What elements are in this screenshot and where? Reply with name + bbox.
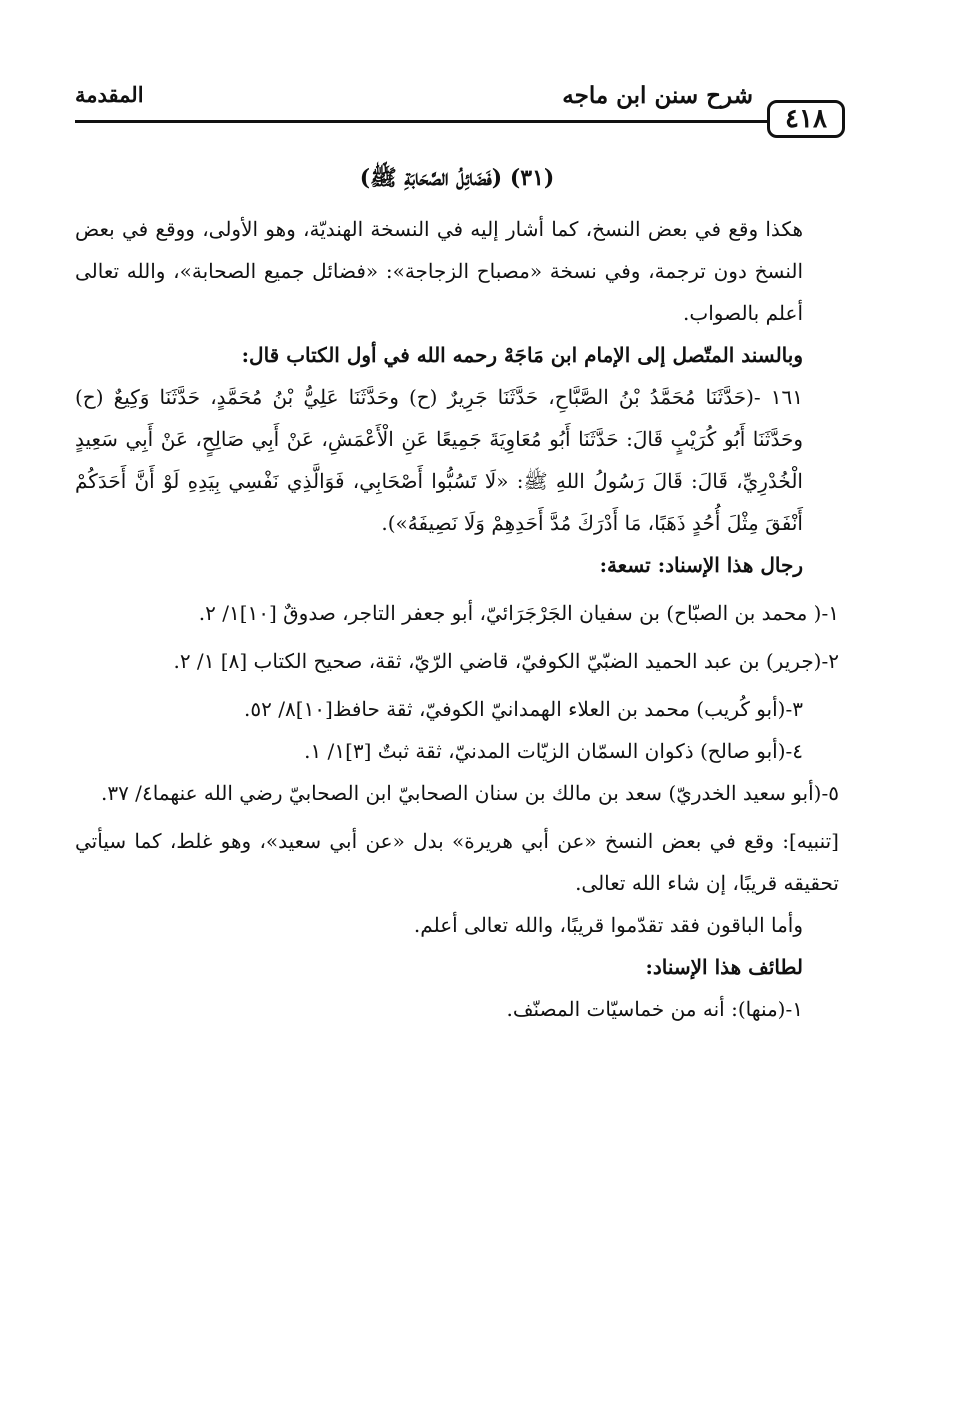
narrator-5: ٥-(أبو سعيد الخدريّ) سعد بن مالك بن سنان الصحابيّ ابن الصحابيّ رضي الله عنهما٤/ ٣٧. — [100, 781, 839, 805]
header-rule — [75, 120, 767, 123]
lataif-heading: لطائف هذا الإسناد: — [645, 955, 803, 979]
tanbih-note: [تنبيه]: وقع في بعض النسخ «عن أبي هريرة» بدل «عن أبي سعيد»، وهو غلط، كما سيأتي تحقيقه قريبًا، إن شاء الله تعالى. — [75, 829, 839, 895]
narrator-4: ٤-(أبو صالح) ذكوان السمّان الزيّات المدنيّ، ثقة ثبتٌ [٣]١/ ١. — [304, 739, 803, 763]
isnad-intro: وبالسند المتّصل إلى الإمام ابن مَاجَهْ رحمه الله في أول الكتاب قال: — [241, 343, 803, 367]
intro-paragraph: هكذا وقع في بعض النسخ، كما أشار إليه في النسخة الهنديّة، وهو الأولى، ووقع في بعض النسخ دون ترجمة، وفي نسخة «مصباح الزجاجة»: «فضائل جميع الصحابة»، والله تعالى أعلم بالصواب. — [75, 217, 803, 325]
section-name: المقدمة — [75, 82, 144, 107]
remaining-narrators: وأما الباقون فقد تقدّموا قريبًا، والله تعالى أعلم. — [413, 913, 803, 937]
page-header — [75, 70, 845, 140]
narrator-2: ٢-(جرير) بن عبد الحميد الضبّيّ الكوفيّ، قاضي الرّيّ، ثقة، صحيح الكتاب [٨] ١/ ٢. — [173, 649, 839, 673]
book-title: شرح سنن ابن ماجه — [562, 82, 753, 109]
chapter-title: (٣١) (فَضَائِلُ الصَّحَابَةِ ﷺ) — [359, 165, 555, 191]
narrator-1: ١-( محمد بن الصبّاح) بن سفيان الجَرْجَرَائيّ، أبو جعفر التاجر، صدوقٌ [١٠]١/ ٢. — [198, 601, 839, 625]
rijal-heading: رجال هذا الإسناد: تسعة: — [599, 553, 803, 577]
lataif-item-1: ١-(منها): أنه من خماسيّات المصنّف. — [506, 997, 803, 1021]
page-number: ٤١٨ — [767, 100, 845, 138]
hadith-text: ١٦١ -(حَدَّثَنَا مُحَمَّدُ بْنُ الصَّبَّاحِ، حَدَّثَنَا جَرِيرٌ (ح) وحَدَّثَنَا عَلِيُّ بْنُ مُحَمَّدٍ، حَدَّثَنَا وَكِيعٌ (ح) وحَدَّثَنَا أَبُو كُرَيْبٍ قَالَ: حَدَّثَنَا أَبُو مُعَاوِيَةَ جَمِيعًا عَنِ الْأَعْمَشِ، عَنْ أَبِي صَالِحٍ، عَنْ أَبِي سَعِيدٍ الْخُدْرِيِّ، قَالَ: قَالَ رَسُولُ اللهِ ﷺ: «لَا تَسُبُّوا أَصْحَابِي، فَوَالَّذِي نَفْسِي بِيَدِهِ لَوْ أَنَّ أَحَدَكُمْ أَنْفَقَ مِثْلَ أُحُدٍ ذَهَبًا، مَا أَدْرَكَ مُدَّ أَحَدِهِمْ وَلَا نَصِيفَهُ»). — [75, 385, 803, 535]
page-content — [75, 160, 839, 1030]
narrator-3: ٣-(أبو كُريب) محمد بن العلاء الهمدانيّ الكوفيّ، ثقة حافظ[١٠]٨/ ٥٢. — [244, 697, 803, 721]
